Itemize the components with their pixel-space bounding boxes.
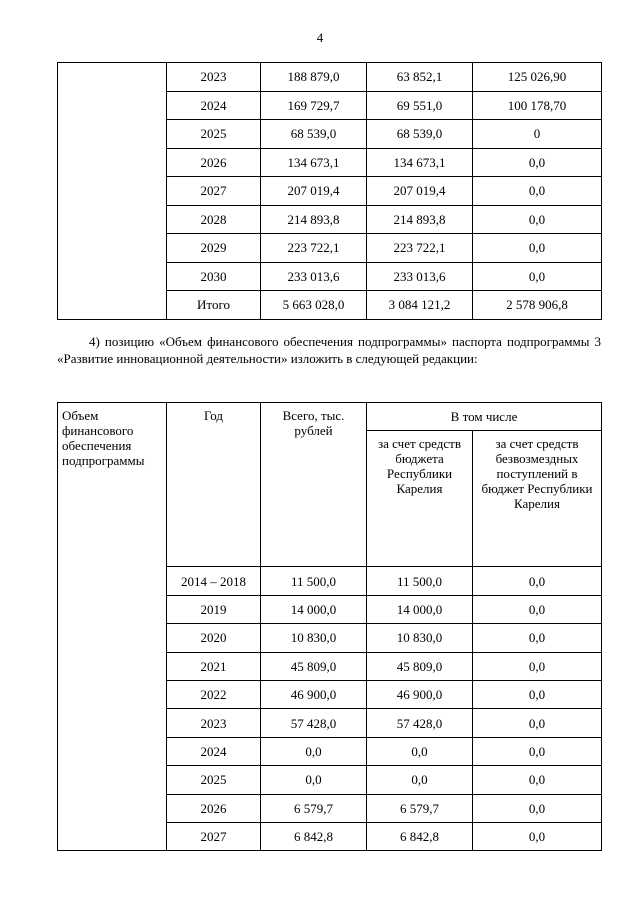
budget-cell: 46 900,0 bbox=[367, 680, 473, 708]
total-cell: 5 663 028,0 bbox=[261, 291, 367, 320]
budget-cell: 63 852,1 bbox=[367, 63, 473, 92]
budget-cell: 14 000,0 bbox=[367, 595, 473, 623]
total-cell: 11 500,0 bbox=[261, 567, 367, 595]
budget-cell: 0,0 bbox=[367, 766, 473, 794]
page-number: 4 bbox=[316, 30, 324, 45]
total-cell: 46 900,0 bbox=[261, 680, 367, 708]
year-cell: 2029 bbox=[167, 234, 261, 263]
total-cell: 57 428,0 bbox=[261, 709, 367, 737]
year-cell: 2024 bbox=[167, 91, 261, 120]
budget-cell: 233 013,6 bbox=[367, 262, 473, 291]
budget-cell: 0,0 bbox=[367, 737, 473, 765]
budget-cell: 57 428,0 bbox=[367, 709, 473, 737]
total-cell: 45 809,0 bbox=[261, 652, 367, 680]
subprogram-3-funding-table bbox=[57, 402, 602, 851]
grants-cell: 100 178,70 bbox=[473, 91, 602, 120]
grants-cell: 0,0 bbox=[473, 567, 602, 595]
grants-cell: 0 bbox=[473, 120, 602, 149]
year-cell: 2028 bbox=[167, 205, 261, 234]
budget-cell: 6 579,7 bbox=[367, 794, 473, 822]
budget-cell: 3 084 121,2 bbox=[367, 291, 473, 320]
total-cell: 6 579,7 bbox=[261, 794, 367, 822]
budget-cell: 69 551,0 bbox=[367, 91, 473, 120]
budget-cell: 207 019,4 bbox=[367, 177, 473, 206]
year-cell: 2025 bbox=[167, 120, 261, 149]
grants-cell: 0,0 bbox=[473, 624, 602, 652]
total-cell: 14 000,0 bbox=[261, 595, 367, 623]
grants-cell: 0,0 bbox=[473, 680, 602, 708]
budget-cell: 6 842,8 bbox=[367, 822, 473, 850]
total-cell: 214 893,8 bbox=[261, 205, 367, 234]
budget-cell: 11 500,0 bbox=[367, 567, 473, 595]
total-cell: 0,0 bbox=[261, 766, 367, 794]
subprogram-3-funding-table-body bbox=[58, 403, 602, 851]
including-header: В том числе bbox=[367, 403, 602, 431]
total-cell: 207 019,4 bbox=[261, 177, 367, 206]
total-cell: 6 842,8 bbox=[261, 822, 367, 850]
year-cell: 2023 bbox=[167, 709, 261, 737]
year-cell: 2021 bbox=[167, 652, 261, 680]
table-row bbox=[58, 63, 602, 92]
grants-cell: 2 578 906,8 bbox=[473, 291, 602, 320]
total-header: Всего, тыс. рублей bbox=[261, 403, 367, 567]
grants-cell: 125 026,90 bbox=[473, 63, 602, 92]
year-cell: 2014 – 2018 bbox=[167, 567, 261, 595]
total-cell: 223 722,1 bbox=[261, 234, 367, 263]
year-cell: 2024 bbox=[167, 737, 261, 765]
total-cell: 68 539,0 bbox=[261, 120, 367, 149]
budget-cell: 134 673,1 bbox=[367, 148, 473, 177]
grants-cell: 0,0 bbox=[473, 205, 602, 234]
total-cell: 233 013,6 bbox=[261, 262, 367, 291]
year-cell: 2022 bbox=[167, 680, 261, 708]
year-cell: 2026 bbox=[167, 794, 261, 822]
budget-header: за счет средств бюджета Республики Карелия bbox=[367, 431, 473, 567]
year-cell: 2019 bbox=[167, 595, 261, 623]
grants-cell: 0,0 bbox=[473, 595, 602, 623]
grants-cell: 0,0 bbox=[473, 709, 602, 737]
grants-cell: 0,0 bbox=[473, 822, 602, 850]
year-cell: 2027 bbox=[167, 177, 261, 206]
grants-cell: 0,0 bbox=[473, 794, 602, 822]
grants-cell: 0,0 bbox=[473, 262, 602, 291]
budget-cell: 214 893,8 bbox=[367, 205, 473, 234]
amendment-paragraph: 4) позицию «Объем финансового обеспечения подпрограммы» паспорта подпрограммы 3 «Развитие инновационной деятельности» изложить в следующей редакции: bbox=[57, 334, 601, 366]
year-cell: 2023 bbox=[167, 63, 261, 92]
year-cell: 2030 bbox=[167, 262, 261, 291]
total-cell: 10 830,0 bbox=[261, 624, 367, 652]
total-cell: 188 879,0 bbox=[261, 63, 367, 92]
total-cell: 169 729,7 bbox=[261, 91, 367, 120]
total-cell: 134 673,1 bbox=[261, 148, 367, 177]
year-cell: 2026 bbox=[167, 148, 261, 177]
total-cell: 0,0 bbox=[261, 737, 367, 765]
budget-cell: 45 809,0 bbox=[367, 652, 473, 680]
year-cell: 2025 bbox=[167, 766, 261, 794]
grants-cell: 0,0 bbox=[473, 234, 602, 263]
budget-cell: 223 722,1 bbox=[367, 234, 473, 263]
grants-header: за счет средств безвозмездных поступлений в бюджет Республики Карелия bbox=[473, 431, 602, 567]
grants-cell: 0,0 bbox=[473, 737, 602, 765]
funding-table-continued-body bbox=[58, 63, 602, 320]
year-cell: Итого bbox=[167, 291, 261, 320]
year-cell: 2020 bbox=[167, 624, 261, 652]
budget-cell: 10 830,0 bbox=[367, 624, 473, 652]
merged-label-cell bbox=[58, 63, 167, 320]
grants-cell: 0,0 bbox=[473, 652, 602, 680]
grants-cell: 0,0 bbox=[473, 766, 602, 794]
funding-table-continued bbox=[57, 62, 602, 320]
grants-cell: 0,0 bbox=[473, 177, 602, 206]
year-header: Год bbox=[167, 403, 261, 567]
year-cell: 2027 bbox=[167, 822, 261, 850]
grants-cell: 0,0 bbox=[473, 148, 602, 177]
funding-volume-label: Объем финансового обеспечения подпрограммы bbox=[58, 403, 167, 851]
table-header-row bbox=[58, 403, 602, 431]
budget-cell: 68 539,0 bbox=[367, 120, 473, 149]
